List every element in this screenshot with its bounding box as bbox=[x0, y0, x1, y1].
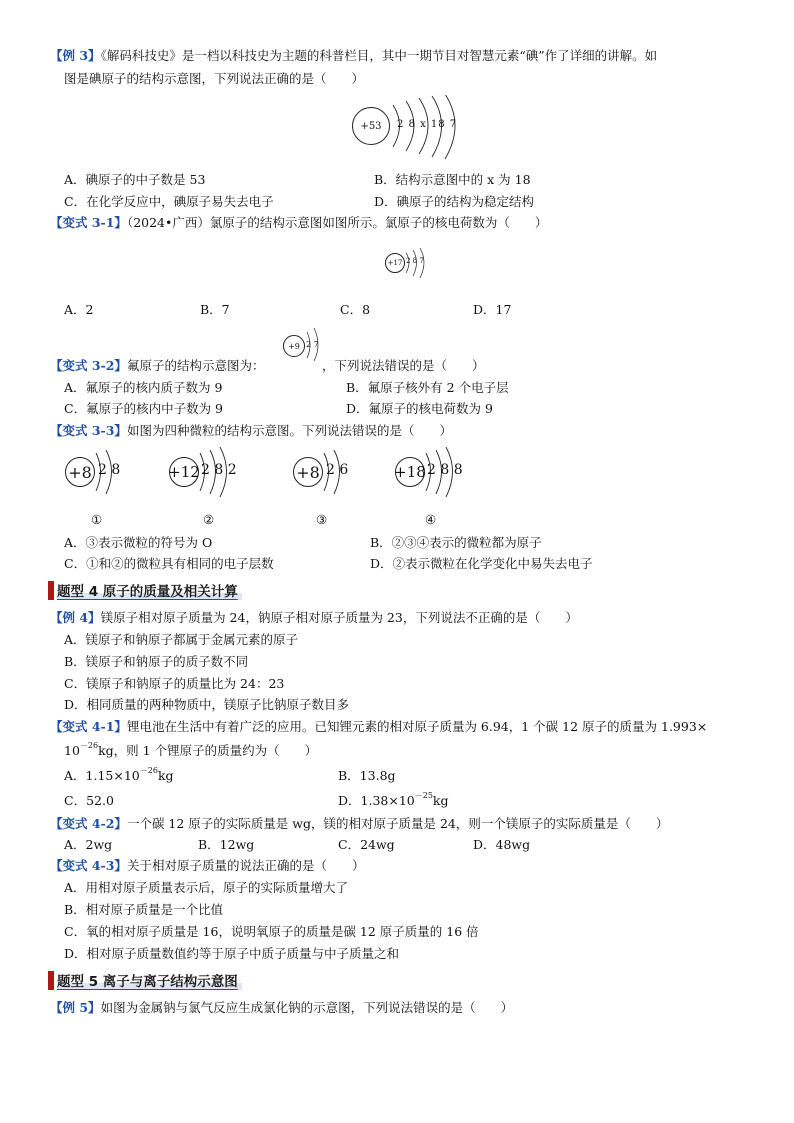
electron-shell-arcs bbox=[282, 322, 328, 362]
question-tag: 【变式 4-3】 bbox=[50, 858, 127, 873]
option-d[interactable]: D．相同质量的两种物质中，镁原子比钠原子数目多 bbox=[64, 697, 350, 712]
particle-label-1: ① bbox=[91, 512, 103, 527]
option-c[interactable]: C．8 bbox=[340, 302, 371, 317]
particle-label-3: ③ bbox=[316, 512, 328, 527]
option-c[interactable]: C．氧的相对原子质量是 16，说明氧原子的质量是碳 12 原子质量的 16 倍 bbox=[64, 924, 479, 939]
option-a[interactable]: A．2 bbox=[64, 302, 94, 317]
option-a[interactable]: A．$1.15\times 10^{-26}kg$ bbox=[64, 766, 174, 783]
nucleus: +53 bbox=[352, 107, 390, 145]
option-d[interactable]: D．48wg bbox=[473, 837, 531, 852]
question-tag: 【变式 4-2】 bbox=[50, 816, 127, 831]
option-a[interactable]: A．2wg bbox=[64, 837, 113, 852]
example-3-stem: 【例 3】《解码科技史》是一档以科技史为主题的科普栏目，其中一期节目对智慧元素“碘”作了详细的讲解。如 bbox=[50, 48, 658, 63]
option-c[interactable]: C．在化学反应中，碘原子易失去电子 bbox=[64, 194, 274, 209]
variant-4-2-stem: 【变式 4-2】一个碳 12 原子的实际质量是 wg，镁的相对原子质量是 24，则一个镁原子的实际质量是（ ） bbox=[50, 816, 669, 831]
option-d[interactable]: D．相对原子质量数值约等于原子中质子质量与中子质量之和 bbox=[64, 946, 400, 961]
nucleus: +8 bbox=[65, 457, 95, 487]
question-tag: 【例 5】 bbox=[50, 1000, 101, 1015]
variant-4-3-stem: 【变式 4-3】关于相对原子质量的说法正确的是（ ） bbox=[50, 858, 365, 873]
nucleus: +9 bbox=[283, 335, 305, 357]
option-d[interactable]: D．②表示微粒在化学变化中易失去电子 bbox=[370, 556, 593, 571]
option-c[interactable]: C．氟原子的核内中子数为 9 bbox=[64, 401, 223, 416]
shell-electron-counts: 2 8 8 bbox=[427, 462, 463, 478]
option-b[interactable]: B．②③④表示的微粒都为原子 bbox=[370, 535, 542, 550]
shell-electron-counts: 2 8 x 18 7 bbox=[397, 119, 458, 130]
section-title: 题型 4 原子的质量及相关计算 bbox=[57, 580, 242, 600]
section-header-5 bbox=[48, 970, 242, 990]
option-a[interactable]: A．③表示微粒的符号为 O bbox=[64, 535, 213, 550]
section-header-4 bbox=[48, 580, 242, 600]
option-b[interactable]: B．7 bbox=[200, 302, 230, 317]
nucleus: +12 bbox=[169, 457, 199, 487]
example-3-stem-cont: 图是碘原子的结构示意图，下列说法正确的是（ ） bbox=[64, 71, 365, 86]
option-d[interactable]: D．$1.38\times 10^{-25}kg$ bbox=[338, 791, 449, 808]
section-title: 题型 5 离子与离子结构示意图 bbox=[57, 970, 242, 990]
shell-electron-counts: 2 8 7 bbox=[406, 257, 424, 265]
particle-diagram-2 bbox=[166, 447, 246, 497]
option-b[interactable]: B．结构示意图中的 x 为 18 bbox=[374, 172, 531, 187]
question-tag: 【变式 3-1】 bbox=[50, 215, 127, 230]
option-c[interactable]: C．①和②的微粒具有相同的电子层数 bbox=[64, 556, 274, 571]
option-b[interactable]: B．12wg bbox=[198, 837, 255, 852]
section-marker bbox=[48, 971, 54, 990]
option-d[interactable]: D．碘原子的结构为稳定结构 bbox=[374, 194, 535, 209]
particle-label-2: ② bbox=[203, 512, 215, 527]
option-a[interactable]: A．碘原子的中子数是 53 bbox=[64, 172, 206, 187]
option-c[interactable]: C．镁原子和钠原子的质量比为 24：23 bbox=[64, 676, 285, 691]
shell-electron-counts: 2 8 2 bbox=[201, 462, 237, 478]
example-5-stem: 【例 5】如图为金属钠与氯气反应生成氯化钠的示意图，下列说法错误的是（ ） bbox=[50, 1000, 514, 1015]
question-tag: 【变式 4-1】 bbox=[50, 719, 127, 734]
option-b[interactable]: B．相对原子质量是一个比值 bbox=[64, 902, 224, 917]
question-tag: 【变式 3-2】 bbox=[50, 358, 127, 373]
option-b[interactable]: B．镁原子和钠原子的质子数不同 bbox=[64, 654, 249, 669]
electron-shell-arcs bbox=[346, 95, 476, 165]
fluorine-structure-diagram bbox=[282, 322, 328, 362]
option-a[interactable]: A．氟原子的核内质子数为 9 bbox=[64, 380, 223, 395]
shell-electron-counts: 2 7 bbox=[306, 340, 319, 349]
particle-label-4: ④ bbox=[425, 512, 437, 527]
option-b[interactable]: B．13.8g bbox=[338, 768, 396, 783]
option-d[interactable]: D．氟原子的核电荷数为 9 bbox=[346, 401, 493, 416]
variant-3-1-stem: 【变式 3-1】（2024•广西）氯原子的结构示意图如图所示。氯原子的核电荷数为（ ） bbox=[50, 215, 548, 230]
example-4-stem: 【例 4】镁原子相对原子质量为 24，钠原子相对原子质量为 23，下列说法不正确的是（ ） bbox=[50, 610, 578, 625]
option-c[interactable]: C．24wg bbox=[338, 837, 395, 852]
particle-diagram-3 bbox=[290, 447, 360, 497]
variant-3-3-stem: 【变式 3-3】如图为四种微粒的结构示意图。下列说法错误的是（ ） bbox=[50, 423, 452, 438]
chlorine-structure-diagram bbox=[384, 245, 434, 281]
shell-electron-counts: 2 6 bbox=[326, 462, 349, 478]
question-tag: 【例 3】 bbox=[50, 48, 101, 63]
nucleus: +8 bbox=[293, 457, 323, 487]
option-a[interactable]: A．用相对原子质量表示后，原子的实际质量增大了 bbox=[64, 880, 349, 895]
electron-shell-arcs bbox=[290, 447, 360, 497]
variant-4-1-stem: 【变式 4-1】锂电池在生活中有着广泛的应用。已知锂元素的相对原子质量为 6.94，1 个碳 12 原子的质量为 1.993× bbox=[50, 719, 708, 734]
variant-3-2-stem-b: ，下列说法错误的是（ ） bbox=[322, 358, 485, 373]
variant-4-1-stem-cont: $10^{-26}kg$，则 1 个锂原子的质量约为（ ） bbox=[64, 741, 318, 758]
option-c[interactable]: C．52.0 bbox=[64, 793, 114, 808]
iodine-structure-diagram bbox=[346, 95, 476, 165]
variant-3-2-stem-a: 【变式 3-2】氟原子的结构示意图为： bbox=[50, 358, 265, 373]
shell-electron-counts: 2 8 bbox=[98, 462, 121, 478]
option-d[interactable]: D．17 bbox=[473, 302, 512, 317]
option-a[interactable]: A．镁原子和钠原子都属于金属元素的原子 bbox=[64, 632, 299, 647]
option-b[interactable]: B．氟原子核外有 2 个电子层 bbox=[346, 380, 509, 395]
nucleus: +17 bbox=[385, 253, 405, 273]
section-marker bbox=[48, 581, 54, 600]
question-tag: 【变式 3-3】 bbox=[50, 423, 127, 438]
question-tag: 【例 4】 bbox=[50, 610, 101, 625]
particle-diagram-1 bbox=[62, 447, 132, 497]
electron-shell-arcs bbox=[62, 447, 132, 497]
nucleus: +18 bbox=[395, 457, 425, 487]
particle-diagram-4 bbox=[392, 447, 472, 497]
